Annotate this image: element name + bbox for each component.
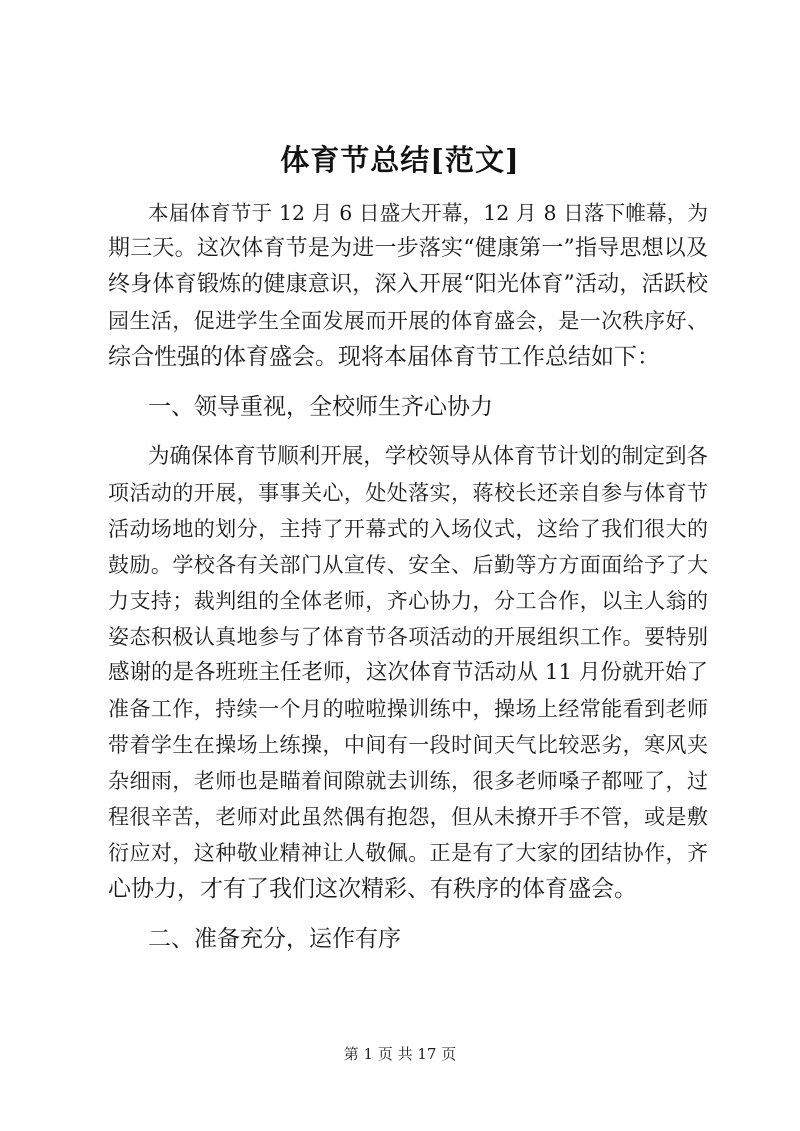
paragraph-line: 衍应对，这种敬业精神让人敬佩。正是有了大家的团结协作，齐	[108, 841, 708, 865]
paragraph-line: 期三天。这次体育节是为进一步落实“健康第一”指导思想以及	[108, 236, 708, 261]
paragraph-line: 本届体育节于 12 月 6 日盛大开幕，12 月 8 日落下帷幕，为	[148, 201, 708, 225]
paragraph-line: 为确保体育节顺利开展，学校领导从体育节计划的制定到各	[148, 444, 708, 469]
section-heading: 一、领导重视，全校师生齐心协力	[148, 394, 493, 420]
paragraph-line: 活动场地的划分，主持了开幕式的入场仪式，这给了我们很大的	[108, 517, 708, 541]
paragraph-line: 姿态积极认真地参与了体育节各项活动的开展组织工作。要特别	[108, 625, 708, 649]
paragraph-line: 带着学生在操场上练操，中间有一段时间天气比较恶劣，寒风夹	[108, 733, 708, 757]
paragraph-line: 感谢的是各班班主任老师，这次体育节活动从 11 月份就开始了	[108, 660, 709, 685]
page-footer: 第 1 页 共 17 页	[343, 1045, 457, 1063]
paragraph-line: 心协力，才有了我们这次精彩、有秩序的体育盛会。	[108, 876, 637, 902]
paragraph-line: 杂细雨，老师也是瞄着间隙就去训练，很多老师嗓子都哑了，过	[108, 769, 708, 793]
paragraph-line: 终身体育锻炼的健康意识，深入开展“阳光体育”活动，活跃校	[108, 272, 708, 297]
paragraph-line: 鼓励。学校各有关部门从宣传、安全、后勤等方方面面给予了大	[108, 553, 708, 577]
paragraph-line: 园生活，促进学生全面发展而开展的体育盛会，是一次秩序好、	[108, 309, 708, 333]
paragraph-line: 准备工作，持续一个月的啦啦操训练中，操场上经常能看到老师	[108, 697, 708, 721]
document-title: 体育节总结[范文]	[280, 143, 520, 177]
section-heading: 二、准备充分，运作有序	[148, 926, 401, 952]
paragraph-line: 综合性强的体育盛会。现将本届体育节工作总结如下：	[108, 344, 660, 370]
paragraph-line: 程很辛苦，老师对此虽然偶有抱怨，但从未撩开手不管，或是敷	[108, 805, 708, 829]
paragraph-line: 项活动的开展，事事关心，处处落实，蒋校长还亲自参与体育节	[108, 481, 708, 505]
paragraph-line: 力支持；裁判组的全体老师，齐心协力，分工合作，以主人翁的	[108, 589, 708, 613]
